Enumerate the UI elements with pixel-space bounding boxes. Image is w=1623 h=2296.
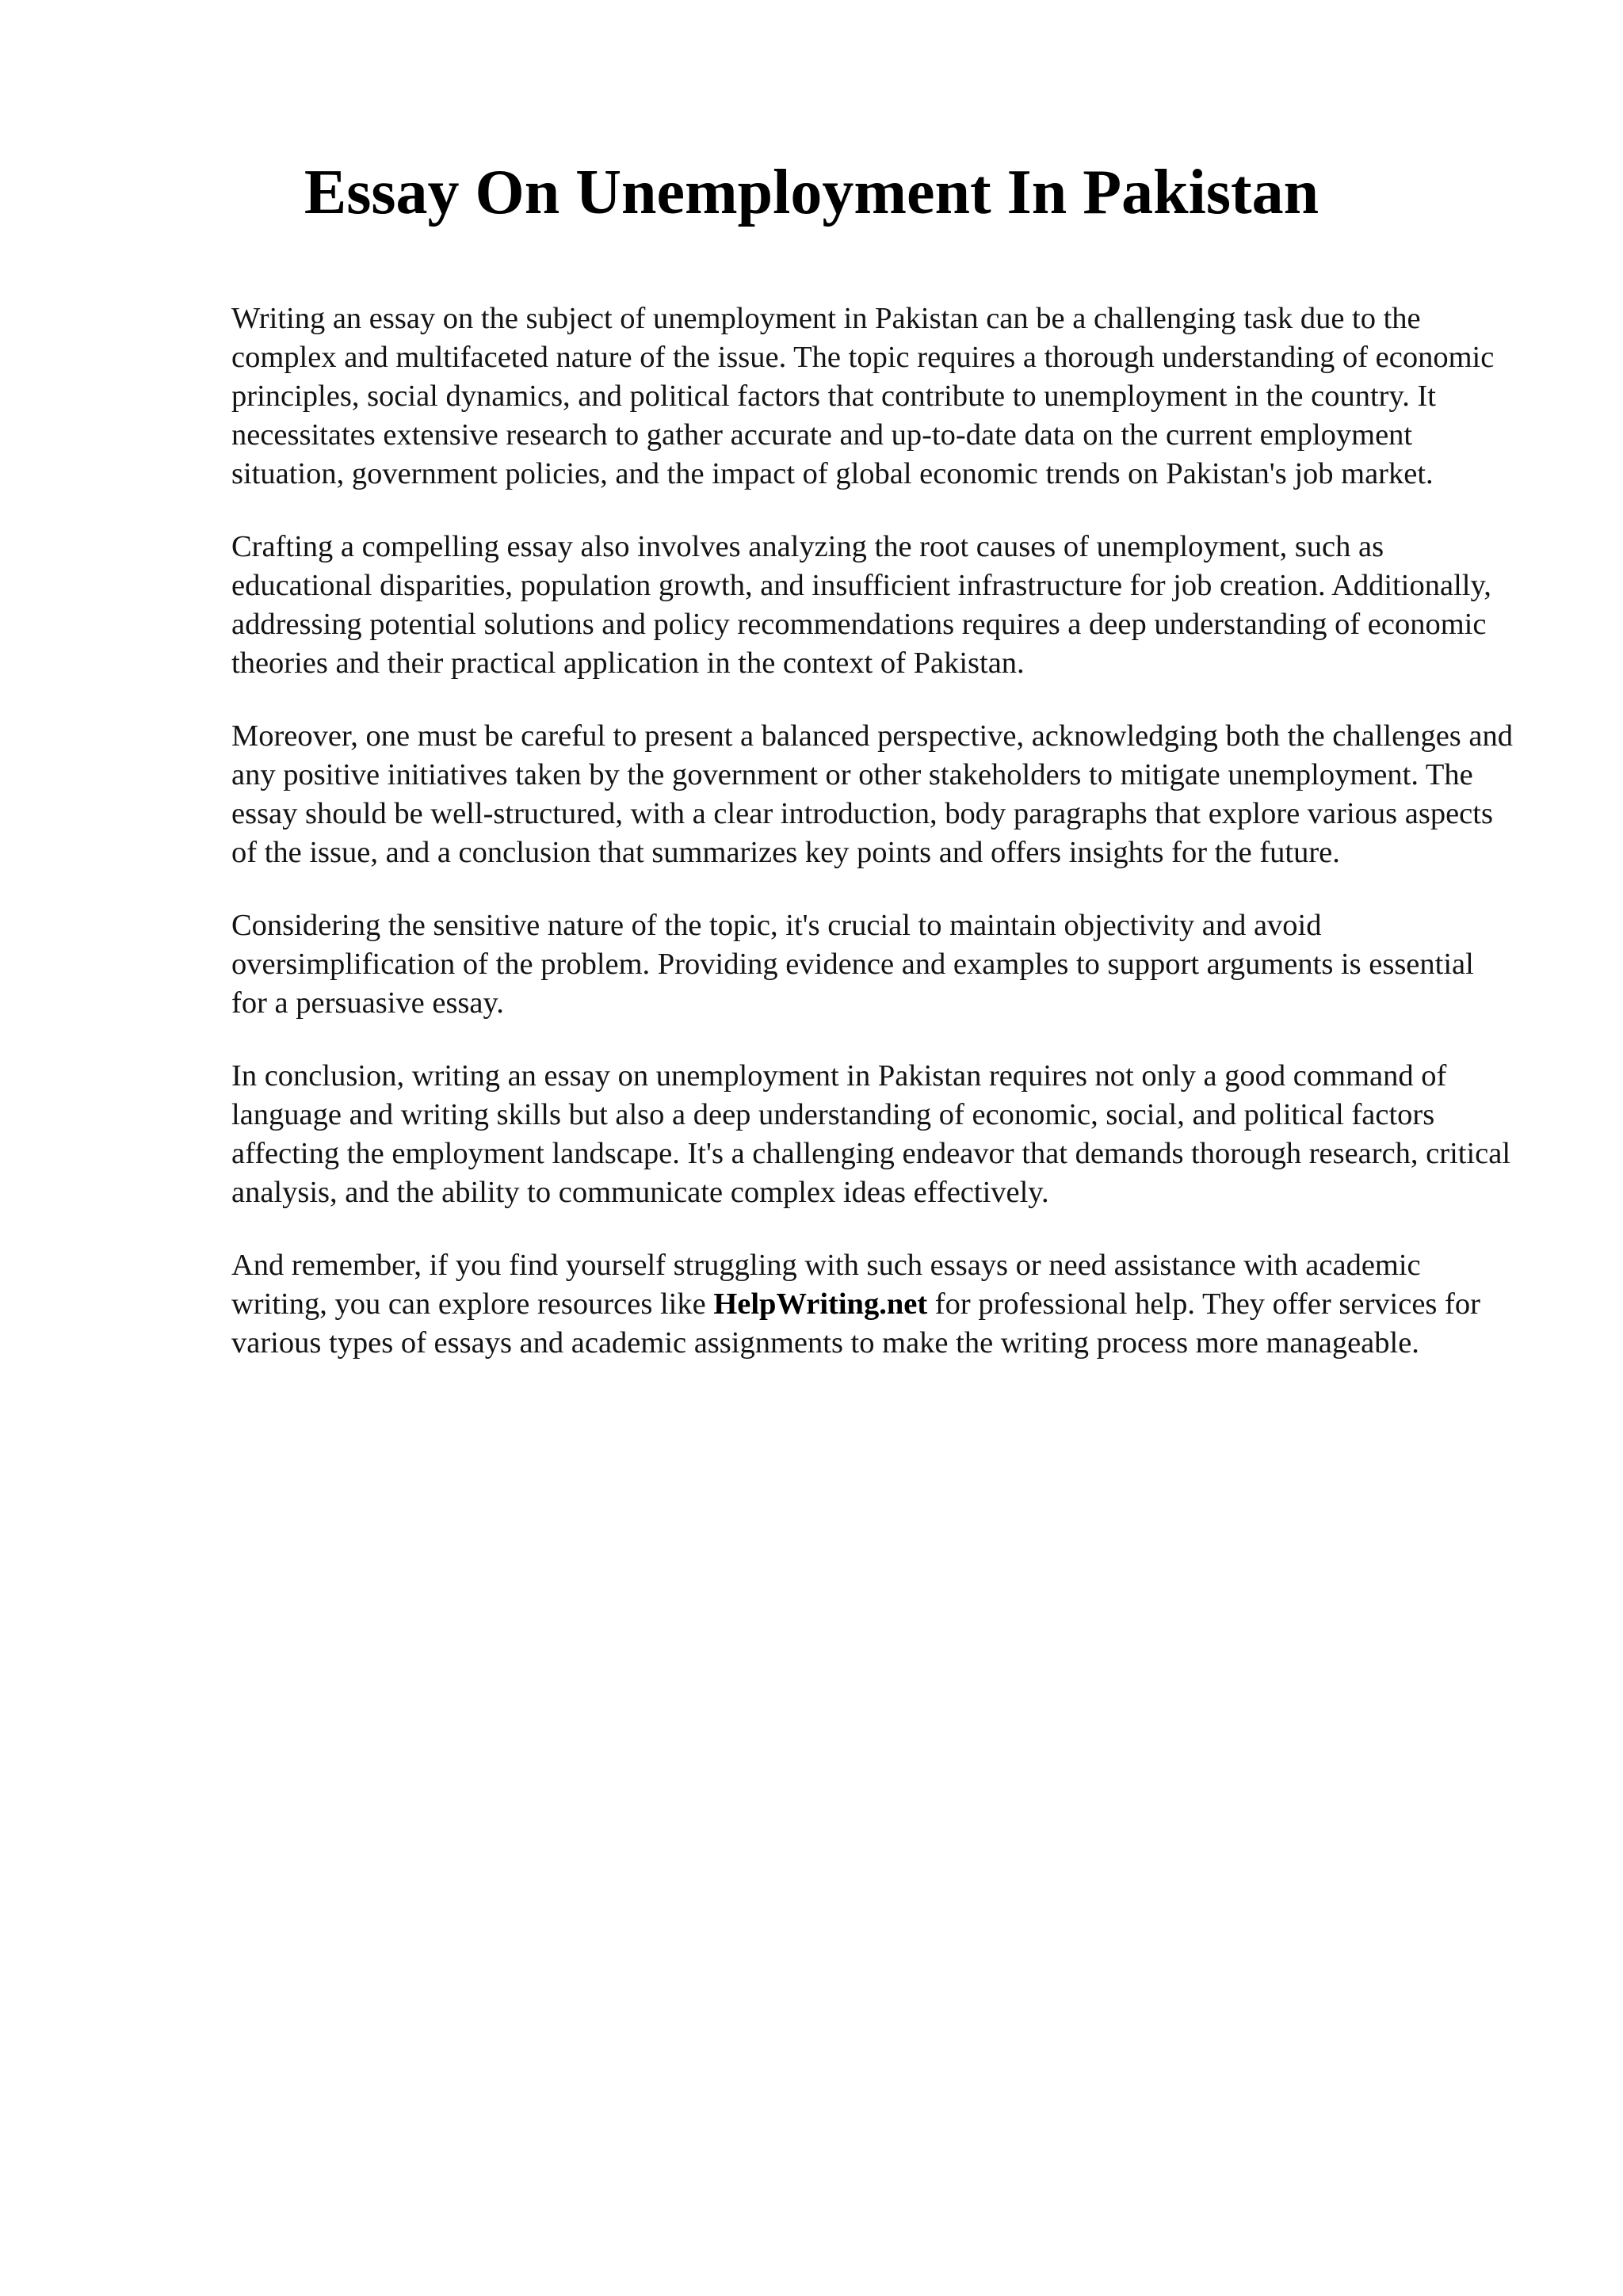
paragraph-1: Writing an essay on the subject of unemployment in Pakistan can be a challenging task due to the complex and multifaceted nature of the issue. The topic requires a thorough understanding of economic principles, social dynamics, and political factors that contribute to unemployment in the country. It necessitates extensive research to gather accurate and up-to-date data on the current employment situation, government policies, and the impact of global economic trends on Pakistan's job market. bbox=[231, 302, 1495, 490]
helpwriting-link[interactable]: HelpWriting.net bbox=[713, 1287, 928, 1321]
paragraph-6-text-after: for professional help. They offer services for various types of essays and academic assignments to make the writing process more manageable. bbox=[231, 1287, 1480, 1360]
paragraph-2: Crafting a compelling essay also involves analyzing the root causes of unemployment, such as educational disparities, population growth, and insufficient infrastructure for job creation. Additionally, addressing potential solutions and policy recommendations requires a deep understanding of economic theories and their practical application in the context of Pakistan. bbox=[231, 530, 1491, 680]
paragraph-4: Considering the sensitive nature of the topic, it's crucial to maintain objectivity and avoid oversimplification of the problem. Providing evidence and examples to support arguments is essential for a persuasive essay. bbox=[231, 909, 1474, 1020]
paragraph-6-text-before: And remember, if you find yourself struggling with such essays or need assistance with academic writing, you can explore resources like bbox=[231, 1249, 1421, 1321]
page-title: Essay On Unemployment In Pakistan bbox=[304, 158, 1319, 227]
essay-body bbox=[231, 299, 1515, 1397]
paragraph-6 bbox=[231, 1246, 1515, 1363]
paragraph-3: Moreover, one must be careful to present a balanced perspective, acknowledging both the challenges and any positive initiatives taken by the government or other stakeholders to mitigate unemployment. The essay should be well-structured, with a clear introduction, body paragraphs that explore various aspects of the issue, and a conclusion that summarizes key points and offers insights for the future. bbox=[231, 719, 1513, 869]
paragraph-5: In conclusion, writing an essay on unemployment in Pakistan requires not only a good command of language and writing skills but also a deep understanding of economic, social, and political factors affecting the employment landscape. It's a challenging endeavor that demands thorough research, critical analysis, and the ability to communicate complex ideas effectively. bbox=[231, 1059, 1511, 1209]
